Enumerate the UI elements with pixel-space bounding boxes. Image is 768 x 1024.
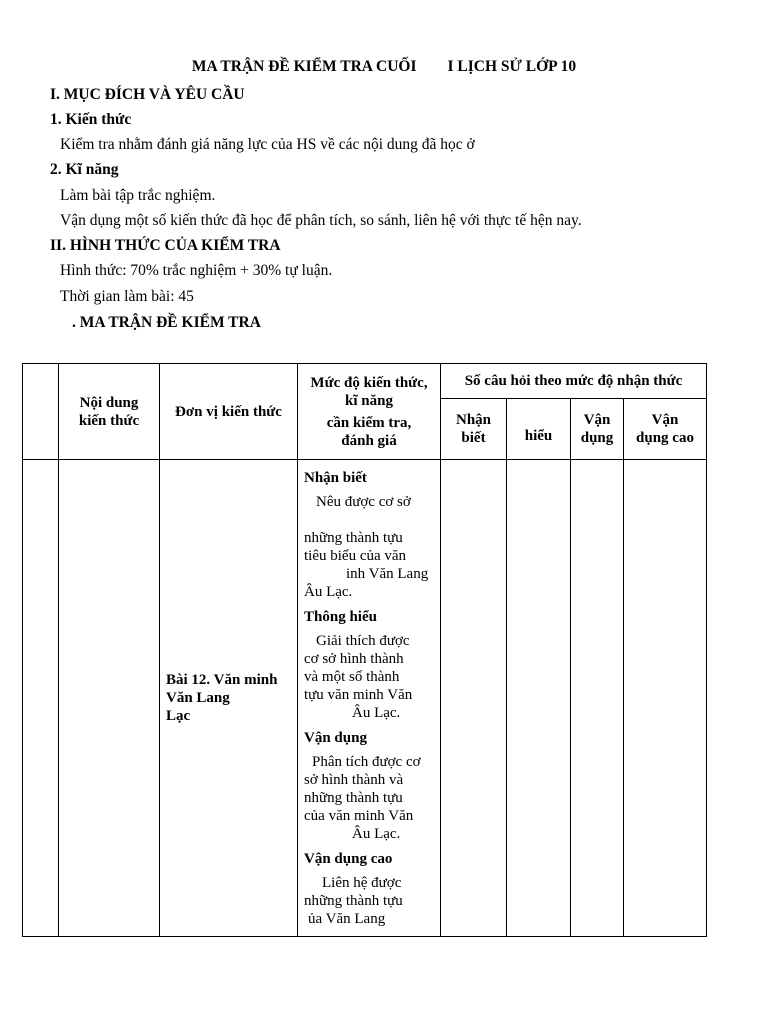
skill-line-2: Vận dụng một số kiến thức đã học để phân tích, so sánh, liên hệ với thực tế hện nay.: [60, 212, 582, 229]
apply-high-count-cell: [624, 460, 707, 937]
level-header-line-4: đánh giá: [341, 432, 397, 449]
apply-high-header-line-1: Vận: [651, 412, 679, 428]
unit-line-3: Lạc: [166, 708, 191, 724]
criteria-line: Nêu được cơ sở: [316, 494, 411, 510]
criteria-line: Liên hệ được: [322, 875, 402, 891]
time-line: Thời gian làm bài: 45: [60, 288, 194, 305]
level-text-apply-high: [304, 874, 432, 928]
unit-cell: [160, 460, 298, 937]
level-label-apply-high: Vận dụng cao: [304, 851, 393, 867]
content-header-line-2: kiến thức: [78, 412, 140, 429]
criteria-line: Âu Lạc.: [352, 705, 401, 721]
level-header: [298, 364, 441, 460]
apply-count-cell: [571, 460, 624, 937]
section-2-heading: II. HÌNH THỨC CỦA KIỂM TRA: [50, 237, 281, 254]
section-3-heading: . MA TRẬN ĐỀ KIỂM TRA: [72, 314, 261, 331]
understand-header: hiểu: [507, 399, 571, 460]
level-text-apply: [304, 753, 432, 843]
criteria-line: ủa Văn Lang: [308, 911, 386, 927]
stt-cell: [23, 460, 59, 937]
criteria-line: Âu Lạc.: [352, 826, 401, 842]
content-cell: [59, 460, 160, 937]
criteria-line: Âu Lạc.: [304, 584, 353, 600]
criteria-line: inh Văn Lang: [346, 566, 429, 582]
criteria-line: của văn minh Văn: [304, 808, 414, 824]
apply-high-header: [624, 399, 707, 460]
apply-high-header-line-2: dụng cao: [636, 430, 694, 446]
criteria-line: những thành tựu: [304, 893, 403, 909]
exam-matrix-table: [22, 363, 707, 937]
recognize-header-line-1: Nhận: [455, 412, 492, 428]
stt-header: [23, 364, 59, 460]
criteria-line: cơ sở hình thành: [304, 651, 404, 667]
level-label-understand: Thông hiểu: [304, 609, 377, 625]
apply-header-line-2: dụng: [580, 430, 614, 446]
skill-heading: 2. Kĩ năng: [50, 161, 119, 178]
level-header-line-1: Mức độ kiến thức,: [310, 374, 428, 391]
document-title: MA TRẬN ĐỀ KIỂM TRA CUỐI I LỊCH SỬ LỚP 10: [191, 58, 577, 75]
recognize-count-cell: [441, 460, 507, 937]
skill-line-1: Làm bài tập trắc nghiệm.: [60, 187, 216, 204]
knowledge-text: Kiểm tra nhằm đánh giá năng lực của HS về các nội dung đã học ở: [60, 136, 475, 153]
criteria-line: và một số thành: [304, 669, 400, 685]
table-row: [23, 460, 707, 937]
section-1-heading: I. MỤC ĐÍCH VÀ YÊU CẦU: [50, 86, 245, 103]
criteria-line: tiêu biểu của văn: [304, 548, 407, 564]
unit-header: Đơn vị kiến thức: [160, 364, 298, 460]
criteria-line: [304, 511, 432, 529]
level-label-recognize: Nhận biết: [304, 470, 367, 486]
level-header-line-2: kĩ năng: [345, 392, 393, 409]
level-label-apply: Vận dụng: [304, 730, 367, 746]
knowledge-heading: 1. Kiến thức: [50, 111, 132, 128]
level-text-understand: [304, 632, 432, 722]
criteria-line: những thành tựu: [304, 530, 403, 546]
apply-header-line-1: Vận: [583, 412, 611, 428]
content-header-line-1: Nội dung: [79, 394, 139, 411]
content-header: [59, 364, 160, 460]
criteria-line: tựu văn minh Văn: [304, 687, 413, 703]
level-header-line-3: cần kiểm tra,: [326, 414, 412, 431]
criteria-cell: [298, 460, 441, 937]
form-line: Hình thức: 70% trắc nghiệm + 30% tự luận.: [60, 262, 333, 279]
understand-count-cell: [507, 460, 571, 937]
criteria-line: sở hình thành và: [304, 772, 404, 788]
criteria-line: những thành tựu: [304, 790, 403, 806]
unit-line-1: Bài 12. Văn minh: [166, 672, 278, 688]
unit-line-2: Văn Lang: [166, 690, 230, 706]
apply-header: [571, 399, 624, 460]
criteria-line: Giải thích được: [316, 633, 410, 649]
recognize-header: [441, 399, 507, 460]
level-text-recognize: [304, 493, 432, 601]
criteria-line: Phân tích được cơ: [312, 754, 421, 770]
recognize-header-line-2: biết: [461, 430, 486, 446]
count-header: Số câu hỏi theo mức độ nhận thức: [441, 364, 707, 399]
